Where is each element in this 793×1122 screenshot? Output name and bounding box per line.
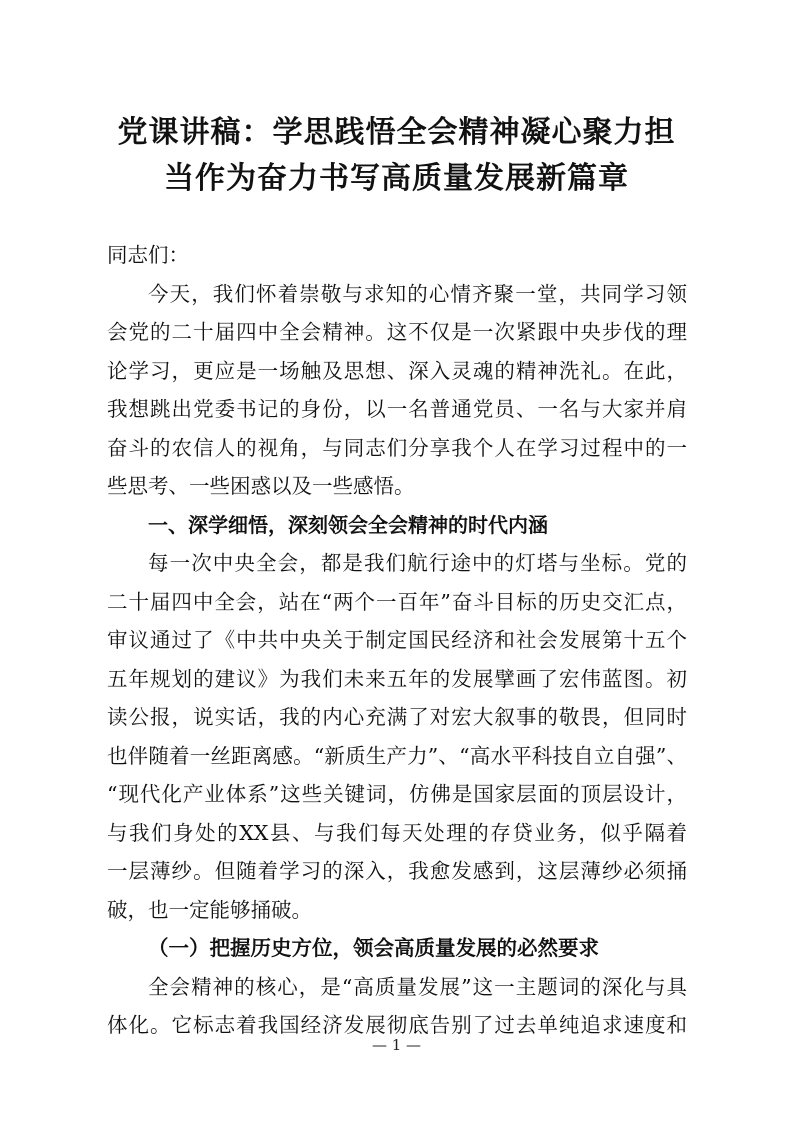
paragraph-line: 全会精神的核心，是“高质量发展”这一主题词的深化与具 <box>148 974 687 999</box>
paragraph-line: 一层薄纱。但随着学习的深入，我愈发感到，这层薄纱必须捅 <box>107 859 687 883</box>
paragraph-line: 五年规划的建议》为我们未来五年的发展擘画了宏伟蓝图。初 <box>107 666 687 691</box>
paragraph-line: 每一次中央全会，都是我们航行途中的灯塔与坐标。党的 <box>148 551 687 575</box>
subsection-heading-1: （一）把握历史方位，领会高质量发展的必然要求 <box>148 936 599 960</box>
paragraph-line: 与我们身处的XX县、与我们每天处理的存贷业务，似乎隔着 <box>107 820 687 845</box>
paragraph-line: 今天，我们怀着崇敬与求知的心情齐聚一堂，共同学习领 <box>148 281 687 306</box>
paragraph-line: 体化。它标志着我国经济发展彻底告别了过去单纯追求速度和 <box>107 1013 687 1037</box>
paragraph-line: 奋斗的农信人的视角，与同志们分享我个人在学习过程中的一 <box>107 435 687 460</box>
paragraph-line: “现代化产业体系”这些关键词，仿佛是国家层面的顶层设计， <box>107 782 687 806</box>
paragraph-2 <box>107 544 687 929</box>
paragraph-line: 审议通过了《中共中央关于制定国民经济和社会发展第十五个 <box>107 628 687 652</box>
salutation: 同志们： <box>107 243 189 267</box>
paragraph-line: 我想跳出党委书记的身份，以一名普通党员、一名与大家并肩 <box>107 397 687 421</box>
page-number: — 1 — <box>371 1036 422 1054</box>
paragraph-3 <box>107 968 687 1045</box>
document-title <box>100 110 693 202</box>
paragraph-line: 些思考、一些困惑以及一些感悟。 <box>107 474 415 498</box>
paragraph-1 <box>107 275 687 506</box>
paragraph-line: 论学习，更应是一场触及思想、深入灵魂的精神洗礼。在此， <box>107 358 687 383</box>
section-heading-1: 一、深学细悟，深刻领会全会精神的时代内涵 <box>148 512 548 537</box>
paragraph-line: 读公报，说实话，我的内心充满了对宏大叙事的敬畏，但同时 <box>107 705 687 729</box>
document-body <box>107 236 687 1045</box>
paragraph-line: 也伴随着一丝距离感。“新质生产力”、“高水平科技自立自强”、 <box>107 743 687 768</box>
paragraph-line: 破，也一定能够捅破。 <box>107 897 312 922</box>
paragraph-line: 会党的二十届四中全会精神。这不仅是一次紧跟中央步伐的理 <box>107 320 687 344</box>
title-line-2: 当作为奋力书写高质量发展新篇章 <box>164 161 629 196</box>
title-line-1: 党课讲稿：学思践悟全会精神凝心聚力担 <box>117 115 676 150</box>
paragraph-line: 二十届四中全会，站在“两个一百年”奋斗目标的历史交汇点， <box>107 589 687 614</box>
